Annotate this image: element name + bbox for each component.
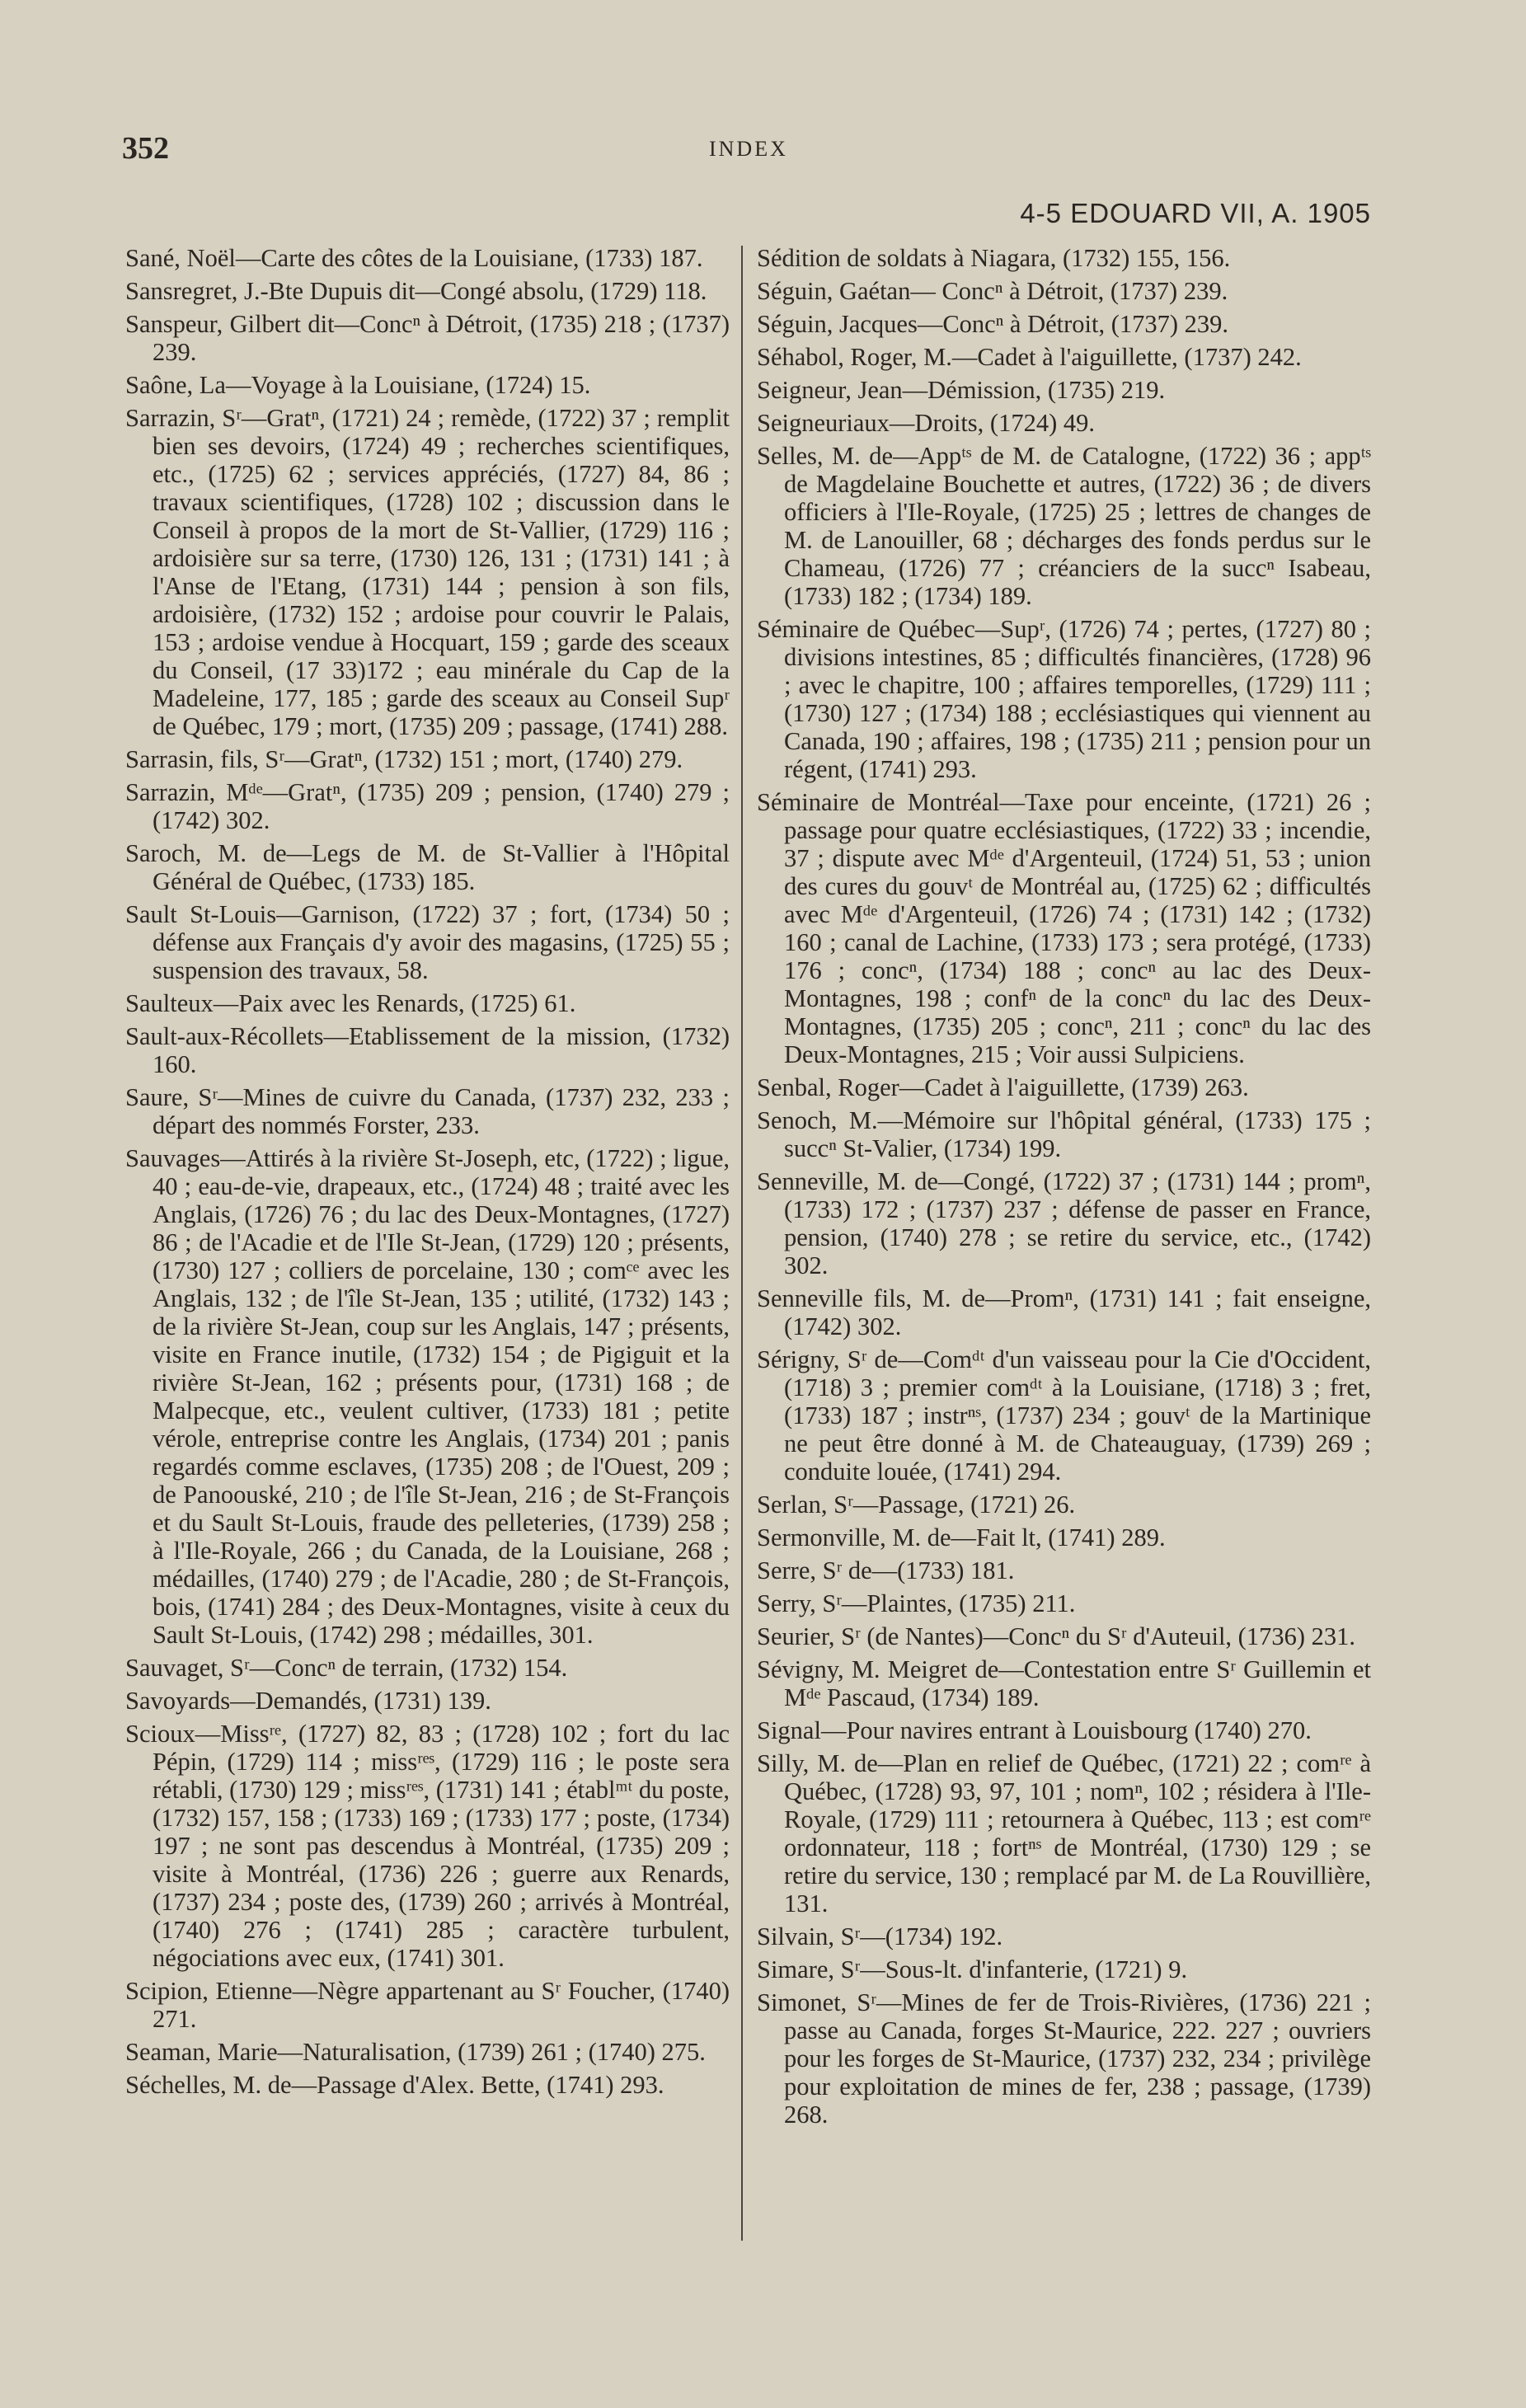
index-entry: Sérigny, Sʳ de—Comᵈᵗ d'un vaisseau pour la Cie d'Occident, (1718) 3 ; premier comᵈᵗ à la Louisiane, (1718) 3 ; fret, (1733) 187 ; instrⁿˢ, (1737) 234 ; gouvᵗ de la Martinique ne peut être donné à M. de Chateauguay, (1739) 269 ; conduite louée, (1741) 294. [757,1345,1371,1486]
index-entry: Scipion, Etienne—Nègre appartenant au Sʳ Foucher, (1740) 271. [125,1977,730,2033]
index-entry: Simonet, Sʳ—Mines de fer de Trois-Rivières, (1736) 221 ; passe au Canada, forges St-Maurice, 222. 227 ; ouvriers pour les forges de St-Maurice, (1737) 232, 234 ; privilège pour exploitation de mines de fer, 238 ; passage, (1739) 268. [757,1988,1371,2129]
index-entry: Sermonville, M. de—Fait lt, (1741) 289. [757,1523,1166,1551]
index-entry: Silvain, Sʳ—(1734) 192. [757,1922,1003,1950]
index-entry: Sarrasin, fils, Sʳ—Gratⁿ, (1732) 151 ; mort, (1740) 279. [125,745,683,773]
index-entry: Sault St-Louis—Garnison, (1722) 37 ; fort, (1734) 50 ; défense aux Français d'y avoir des magasins, (1725) 55 ; suspension des travaux, 58. [125,900,730,984]
index-entry: Séchelles, M. de—Passage d'Alex. Bette, (1741) 293. [125,2071,664,2099]
index-entry: Saroch, M. de—Legs de M. de St-Vallier à l'Hôpital Général de Québec, (1733) 185. [125,839,730,895]
index-entry: Seigneuriaux—Droits, (1724) 49. [757,409,1095,437]
session-heading: 4-5 EDOUARD VII, A. 1905 [1020,198,1371,228]
index-entry: Selles, M. de—Appᵗˢ de M. de Catalogne, (1722) 36 ; appᵗˢ de Magdelaine Bouchette et autres, (1722) 36 ; de divers officiers à l'Ile-Royale, (1725) 25 ; lettres de changes de M. de Lanouiller, 68 ; décharges des fonds perdus sur le Chameau, (1726) 77 ; créanciers de la succⁿ Isabeau, (1733) 182 ; (1734) 189. [757,442,1371,610]
index-entry: Senbal, Roger—Cadet à l'aiguillette, (1739) 263. [757,1073,1249,1101]
index-entry: Séminaire de Montréal—Taxe pour enceinte, (1721) 26 ; passage pour quatre ecclésiastiques, (1722) 33 ; incendie, 37 ; dispute avec Mᵈᵉ d'Argenteuil, (1724) 51, 53 ; union des cures du gouvᵗ de Montréal au, (1725) 62 ; difficultés avec Mᵈᵉ d'Argenteuil, (1726) 74 ; (1731) 142 ; (1732) 160 ; canal de Lachine, (1733) 173 ; sera protégé, (1733) 176 ; concⁿ, (1734) 188 ; concⁿ au lac des Deux-Montagnes, 198 ; confⁿ de la concⁿ du lac des Deux-Montagnes, (1735) 205 ; concⁿ, 211 ; concⁿ du lac des Deux-Montagnes, 215 ; Voir aussi Sulpiciens. [757,788,1371,1068]
index-entry: Senneville, M. de—Congé, (1722) 37 ; (1731) 144 ; promⁿ, (1733) 172 ; (1737) 237 ; défense de passer en France, pension, (1740) 278 ; se retire du service, etc., (1742) 302. [757,1167,1371,1279]
index-entry: Séminaire de Québec—Supʳ, (1726) 74 ; pertes, (1727) 80 ; divisions intestines, 85 ; difficultés financières, (1728) 96 ; avec le chapitre, 100 ; affaires temporelles, (1729) 111 ; (1730) 127 ; (1734) 188 ; ecclésiastiques qui viennent au Canada, 190 ; affaires, 198 ; (1735) 211 ; pension pour un régent, (1741) 293. [757,615,1371,783]
index-entry: Simare, Sʳ—Sous-lt. d'infanterie, (1721) 9. [757,1955,1188,1983]
index-entry: Seurier, Sʳ (de Nantes)—Concⁿ du Sʳ d'Auteuil, (1736) 231. [757,1622,1355,1650]
index-entry: Savoyards—Demandés, (1731) 139. [125,1687,491,1715]
left-column [125,244,730,2104]
right-column [757,244,1371,2133]
index-entry: Saône, La—Voyage à la Louisiane, (1724) 15. [125,371,591,399]
index-entry: Silly, M. de—Plan en relief de Québec, (1721) 22 ; comʳᵉ à Québec, (1728) 93, 97, 101 ; nomⁿ, 102 ; résidera à l'Ile-Royale, (1729) 111 ; retournera à Québec, 113 ; est comʳᵉ ordonnateur, 118 ; fortⁿˢ de Montréal, (1730) 129 ; se retire du service, 130 ; remplacé par M. de La Rouvillière, 131. [757,1749,1371,1917]
index-entry: Scioux—Missʳᵉ, (1727) 82, 83 ; (1728) 102 ; fort du lac Pépin, (1729) 114 ; missʳᵉˢ, (1729) 116 ; le poste sera rétabli, (1730) 129 ; missʳᵉˢ, (1731) 141 ; établᵐᵗ du poste, (1732) 157, 158 ; (1733) 169 ; (1733) 177 ; poste, (1734) 197 ; ne sont pas descendus à Montréal, (1735) 209 ; visite à Montréal, (1736) 226 ; guerre aux Renards, (1737) 234 ; poste des, (1739) 260 ; arrivés à Montréal, (1740) 276 ; (1741) 285 ; caractère turbulent, négociations avec eux, (1741) 301. [125,1720,730,1972]
running-title: INDEX [709,137,788,161]
index-entry: Sanspeur, Gilbert dit—Concⁿ à Détroit, (1735) 218 ; (1737) 239. [125,310,730,366]
index-entry: Sané, Noël—Carte des côtes de la Louisiane, (1733) 187. [125,244,703,272]
index-entry: Senneville fils, M. de—Promⁿ, (1731) 141 ; fait enseigne, (1742) 302. [757,1284,1371,1340]
index-entry: Saure, Sʳ—Mines de cuivre du Canada, (1737) 232, 233 ; départ des nommés Forster, 233. [125,1083,730,1139]
index-entry: Serre, Sʳ de—(1733) 181. [757,1556,1015,1584]
index-entry: Séguin, Jacques—Concⁿ à Détroit, (1737) 239. [757,310,1229,338]
index-entry: Seaman, Marie—Naturalisation, (1739) 261 ; (1740) 275. [125,2038,706,2066]
index-entry: Saulteux—Paix avec les Renards, (1725) 61. [125,989,576,1017]
index-entry: Sault-aux-Récollets—Etablissement de la mission, (1732) 160. [125,1022,730,1078]
index-entry: Sévigny, M. Meigret de—Contestation entre Sʳ Guillemin et Mᵈᵉ Pascaud, (1734) 189. [757,1655,1371,1711]
index-entry: Séhabol, Roger, M.—Cadet à l'aiguillette, (1737) 242. [757,343,1302,371]
index-entry: Sansregret, J.-Bte Dupuis dit—Congé absolu, (1729) 118. [125,277,707,305]
index-entry: Serry, Sʳ—Plaintes, (1735) 211. [757,1589,1076,1617]
index-entry: Senoch, M.—Mémoire sur l'hôpital général, (1733) 175 ; succⁿ St-Valier, (1734) 199. [757,1106,1371,1162]
index-entry: Sédition de soldats à Niagara, (1732) 155, 156. [757,244,1231,272]
index-entry: Séguin, Gaétan— Concⁿ à Détroit, (1737) 239. [757,277,1228,305]
index-entry: Serlan, Sʳ—Passage, (1721) 26. [757,1490,1076,1518]
column-divider [741,246,743,2241]
index-entry: Sauvaget, Sʳ—Concⁿ de terrain, (1732) 154. [125,1654,568,1682]
index-entry: Sarrazin, Sʳ—Gratⁿ, (1721) 24 ; remède, (1722) 37 ; remplit bien ses devoirs, (1724) 49 ; recherches scientifiques, etc., (1725) 62 ; services appréciés, (1727) 84, 86 ; travaux scientifiques, (1728) 102 ; discussion dans le Conseil à propos de la mort de St-Vallier, (1729) 116 ; ardoisière sur sa terre, (1730) 126, 131 ; (1731) 141 ; à l'Anse de l'Etang, (1731) 144 ; pension à son fils, ardoisière, (1732) 152 ; ardoise pour couvrir le Palais, 153 ; ardoise vendue à Hocquart, 159 ; garde des sceaux du Conseil, (17 33)172 ; eau minérale du Cap de la Madeleine, 177, 185 ; garde des sceaux au Conseil Supʳ de Québec, 179 ; mort, (1735) 209 ; passage, (1741) 288. [125,404,730,740]
index-entry: Sarrazin, Mᵈᵉ—Gratⁿ, (1735) 209 ; pension, (1740) 279 ; (1742) 302. [125,778,730,834]
page-number: 352 [122,131,169,166]
index-entry: Sauvages—Attirés à la rivière St-Joseph, etc, (1722) ; ligue, 40 ; eau-de-vie, drapeaux, etc., (1724) 48 ; traité avec les Anglais, (1726) 76 ; du lac des Deux-Montagnes, (1727) 86 ; de l'Acadie et de l'Ile St-Jean, (1729) 120 ; présents, (1730) 127 ; colliers de porcelaine, 130 ; comᶜᵉ avec les Anglais, 132 ; de l'île St-Jean, 135 ; utilité, (1732) 143 ; de la rivière St-Jean, coup sur les Anglais, 147 ; présents, visite en France inutile, (1732) 154 ; de Pigiguit et la rivière St-Jean, 162 ; présents pour, (1731) 168 ; de Malpecque, etc., veulent cultiver, (1733) 181 ; petite vérole, entreprise contre les Anglais, (1734) 201 ; panis regardés comme esclaves, (1735) 208 ; de l'Ouest, 209 ; de Panoouské, 210 ; de l'île St-Jean, 216 ; de St-François et du Sault St-Louis, fraude des pelleteries, (1739) 258 ; à l'Ile-Royale, 266 ; du Canada, de la Louisiane, 268 ; médailles, (1740) 279 ; de l'Acadie, 280 ; de St-François, bois, (1741) 284 ; des Deux-Montagnes, visite à ceux du Sault St-Louis, (1742) 298 ; médailles, 301. [125,1144,730,1649]
index-entry: Signal—Pour navires entrant à Louisbourg (1740) 270. [757,1716,1312,1744]
index-entry: Seigneur, Jean—Démission, (1735) 219. [757,376,1166,404]
